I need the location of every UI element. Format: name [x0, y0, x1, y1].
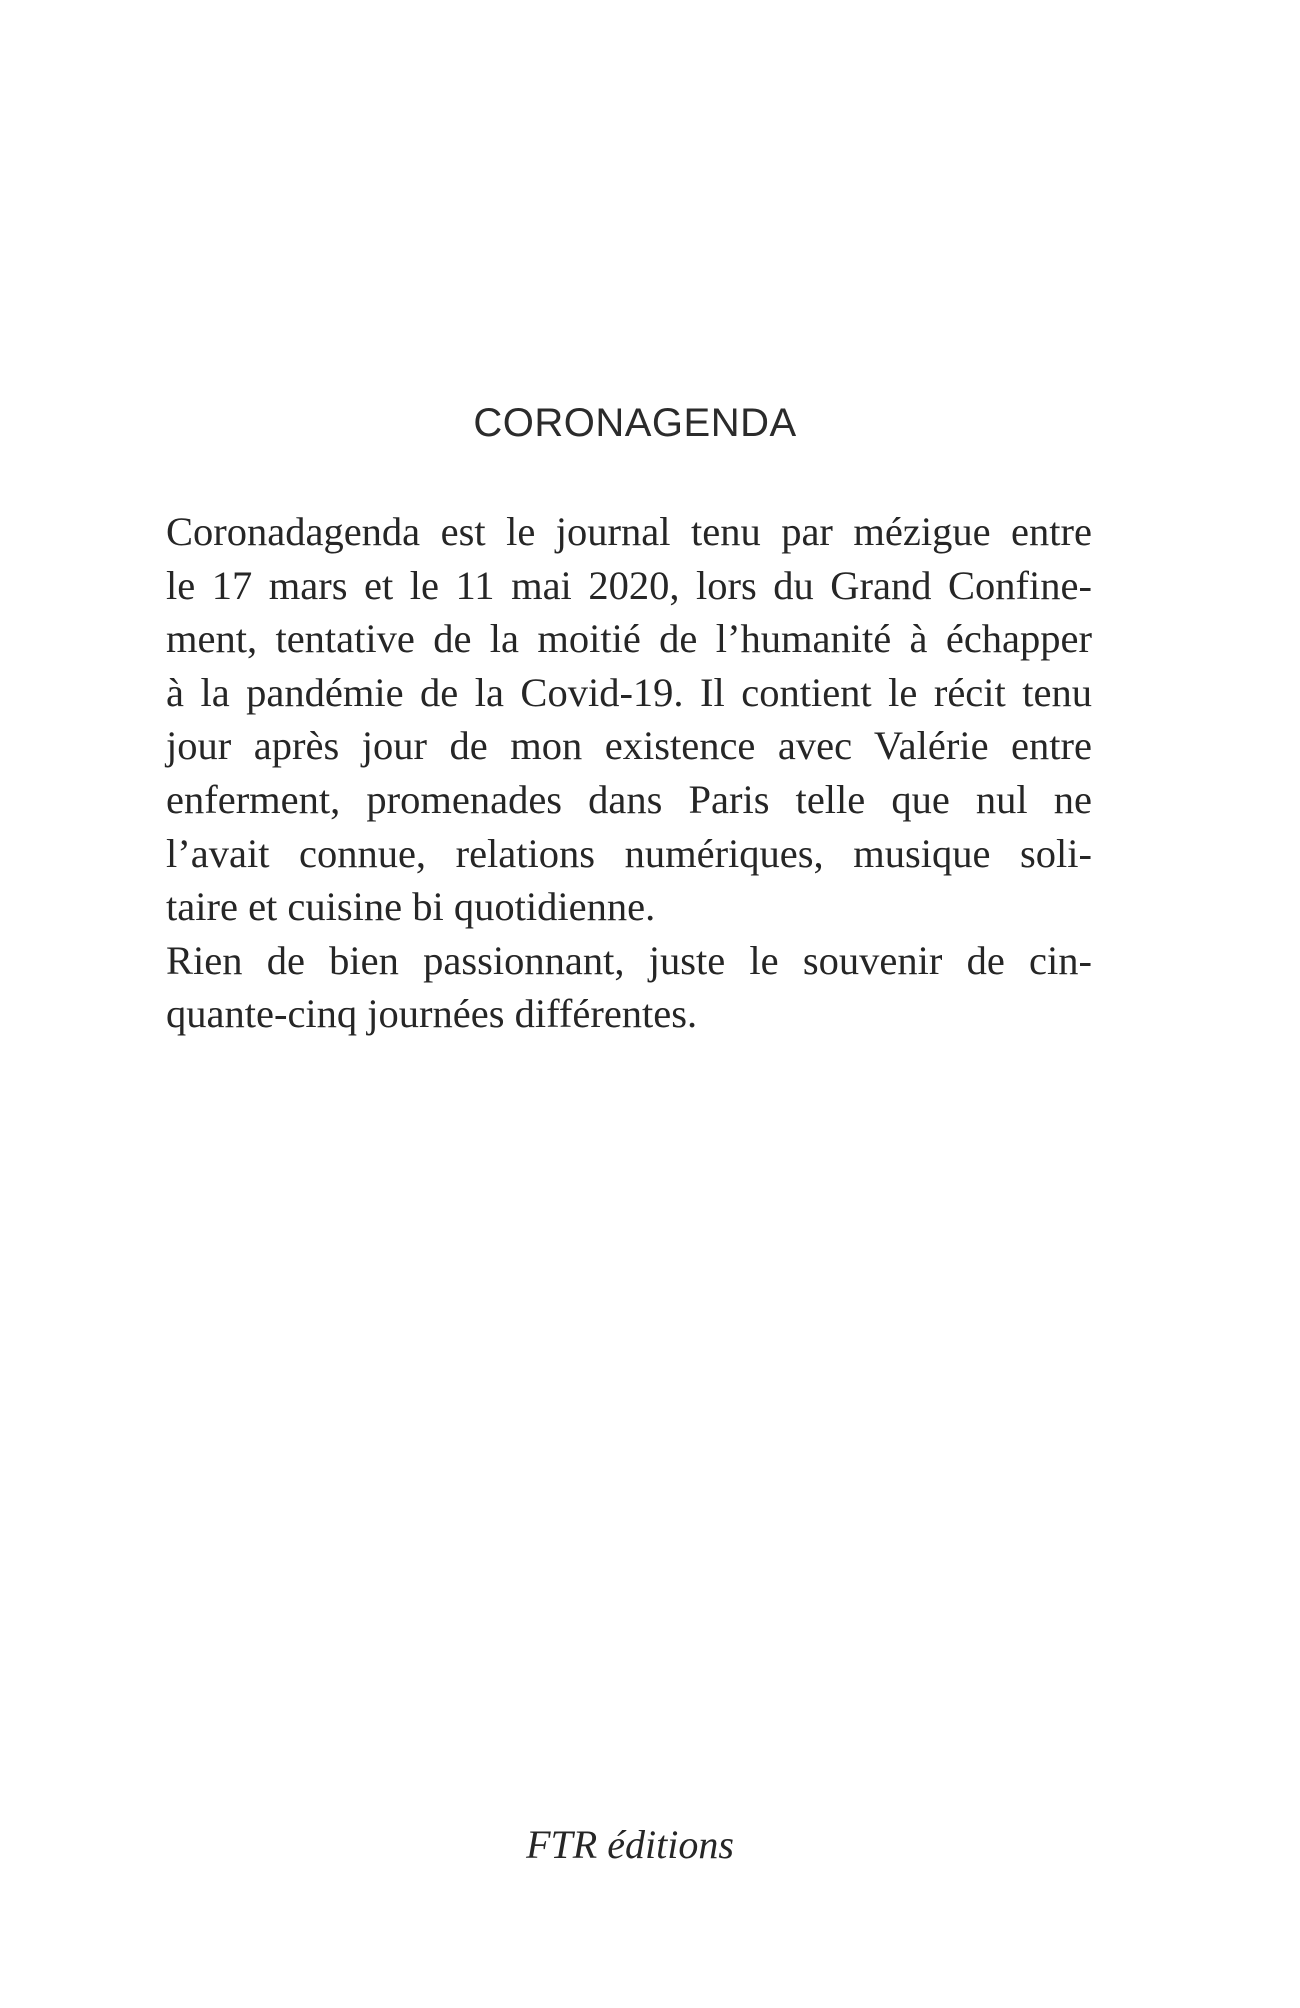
publisher-imprint: FTR éditions	[526, 1822, 734, 1867]
paragraph-line: l’avait connue, relations numériques, musique soli-	[166, 830, 1092, 876]
paragraph-line: à la pandémie de la Covid-19. Il contient le récit tenu	[166, 669, 1092, 715]
book-title: CORONAGENDA	[473, 401, 797, 445]
paragraph-line: jour après jour de mon existence avec Valérie entre	[166, 723, 1092, 769]
description-paragraph	[166, 505, 1092, 1041]
paragraph-line: le 17 mars et le 11 mai 2020, lors du Grand Confine-	[166, 562, 1092, 608]
paragraph-line: Coronadagenda est le journal tenu par mézigue entre	[166, 509, 1092, 554]
paragraph-line: enferment, promenades dans Paris telle que nul ne	[166, 776, 1092, 822]
paragraph-line: Rien de bien passionnant, juste le souvenir de cin-	[166, 937, 1092, 983]
paragraph-line: ment, tentative de la moitié de l’humanité à échapper	[166, 616, 1092, 662]
paragraph-line: quante-cinq journées différentes.	[166, 991, 698, 1037]
paragraph-line: taire et cuisine bi quotidienne.	[166, 884, 656, 930]
